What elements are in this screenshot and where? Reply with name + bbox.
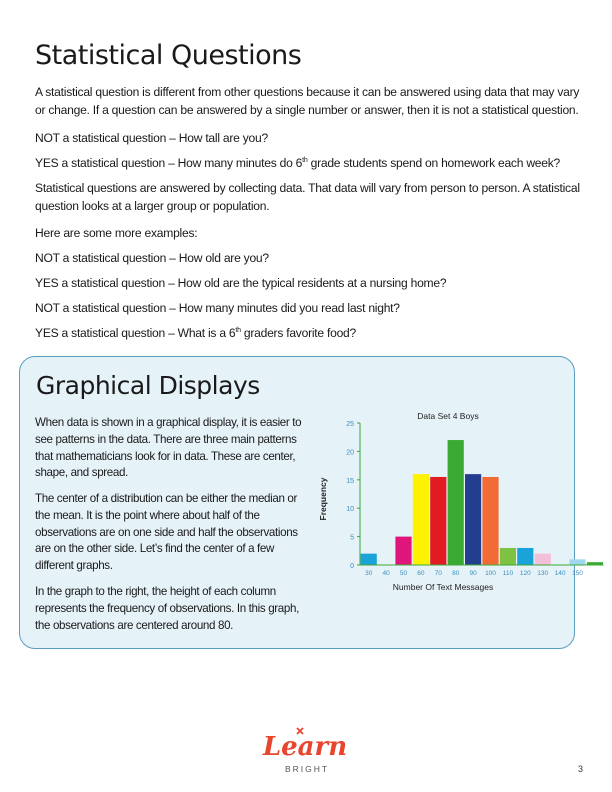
- histogram-bar: [361, 554, 377, 565]
- x-tick-label: 100: [485, 570, 496, 577]
- example-yes-homework: [35, 155, 585, 173]
- logo-sub: BRIGHT: [284, 764, 330, 774]
- explanation-block: [35, 180, 585, 215]
- panel-paragraph-3: [35, 584, 303, 634]
- example-not-reading: NOT a statistical question – How many minutes did you read last night?: [35, 301, 400, 315]
- histogram-bar: [413, 474, 429, 565]
- panel-paragraph-1: [35, 415, 303, 482]
- chart-title: Data Set 4 Boys: [417, 411, 479, 421]
- superscript-th: th: [235, 326, 241, 334]
- histogram-bar: [448, 440, 464, 565]
- intro-text: A statistical question is different from other questions because it can be answered using data that may vary or change. If a question can be answered by a single number or answer, then it is not a statistical question.: [35, 85, 580, 117]
- panel-title: Graphical Displays: [36, 371, 260, 400]
- learn-bright-logo: [250, 722, 360, 782]
- y-tick-label: 20: [346, 449, 354, 457]
- more-examples-text: Here are some more examples:: [35, 226, 198, 240]
- example-yes-3: [35, 325, 585, 343]
- histogram-bar: [517, 548, 533, 565]
- y-tick-label: 25: [346, 421, 354, 428]
- x-tick-label: 90: [469, 570, 477, 577]
- histogram-bar: [500, 548, 516, 565]
- x-tick-label: 60: [417, 570, 425, 577]
- example-yes-homework-b: grade students spend on homework each week?: [307, 156, 561, 170]
- explanation-text: Statistical questions are answered by collecting data. That data will vary from person to person. A statistical question looks at a larger group or population.: [35, 181, 580, 213]
- x-tick-label: 40: [382, 570, 390, 577]
- y-tick-label: 0: [350, 563, 354, 570]
- x-tick-label: 50: [399, 570, 408, 577]
- example-not-3: [35, 300, 585, 318]
- intro-paragraph: [35, 84, 585, 119]
- histogram-bar: [430, 477, 446, 565]
- x-tick-label: 120: [519, 570, 531, 577]
- x-tick-label: 80: [452, 570, 460, 577]
- example-yes-nursing: YES a statistical question – How old are the typical residents at a nursing home?: [35, 276, 447, 290]
- histogram-chart: [310, 407, 583, 597]
- page-title: Statistical Questions: [35, 40, 302, 71]
- x-axis-label: Number Of Text Messages: [392, 582, 494, 592]
- histogram-bar: [482, 477, 498, 565]
- histogram-bar: [465, 474, 481, 565]
- example-not-2: [35, 250, 585, 268]
- y-axis-label: Frequency: [318, 477, 328, 521]
- example-yes-1: [35, 155, 585, 173]
- more-examples-block: [35, 225, 585, 243]
- example-yes-2: [35, 275, 585, 293]
- example-yes-homework-a: YES a statistical question – How many minutes do 6: [35, 156, 303, 170]
- example-yes-food-a: YES a statistical question – What is a 6: [35, 326, 236, 340]
- panel-paragraph-2: [35, 491, 303, 575]
- panel-p3: In the graph to the right, the height of each column represents the frequency of observations. In this graph, the observations are centered around 80.: [35, 585, 299, 632]
- x-tick-label: 110: [502, 570, 514, 577]
- x-tick-label: 150: [572, 570, 583, 577]
- histogram-bar: [395, 537, 411, 565]
- graphical-displays-panel: [19, 356, 583, 649]
- example-not-age: NOT a statistical question – How old are you?: [35, 251, 269, 265]
- superscript-th: th: [302, 156, 308, 164]
- x-tick-label: 70: [434, 570, 442, 577]
- example-not-tall: NOT a statistical question – How tall are you?: [35, 131, 268, 145]
- histogram-bar: [535, 554, 551, 565]
- y-tick-label: 10: [346, 506, 354, 514]
- example-not-1: [35, 130, 585, 148]
- panel-p2: The center of a distribution can be either the median or the mean. It is the point where about half of the observations are on one side and half the observations are on the other side. Let’s find the center of a few different graphs.: [35, 492, 298, 573]
- x-tick-label: 130: [537, 570, 549, 577]
- y-tick-label: 15: [346, 477, 354, 485]
- page-number: 3: [578, 764, 584, 774]
- example-yes-food: [35, 325, 585, 343]
- example-yes-food-b: graders favorite food?: [240, 326, 357, 340]
- x-tick-label: 140: [554, 570, 566, 577]
- x-tick-label: 30: [365, 570, 373, 577]
- logo-word: Learn: [262, 732, 348, 762]
- histogram-bar: [569, 559, 585, 565]
- y-tick-label: 5: [350, 534, 354, 542]
- panel-p1: When data is shown in a graphical display, it is easier to see patterns in the data. There are three main patterns that mathematicians look for in data. These are center, shape, and spread.: [35, 416, 302, 480]
